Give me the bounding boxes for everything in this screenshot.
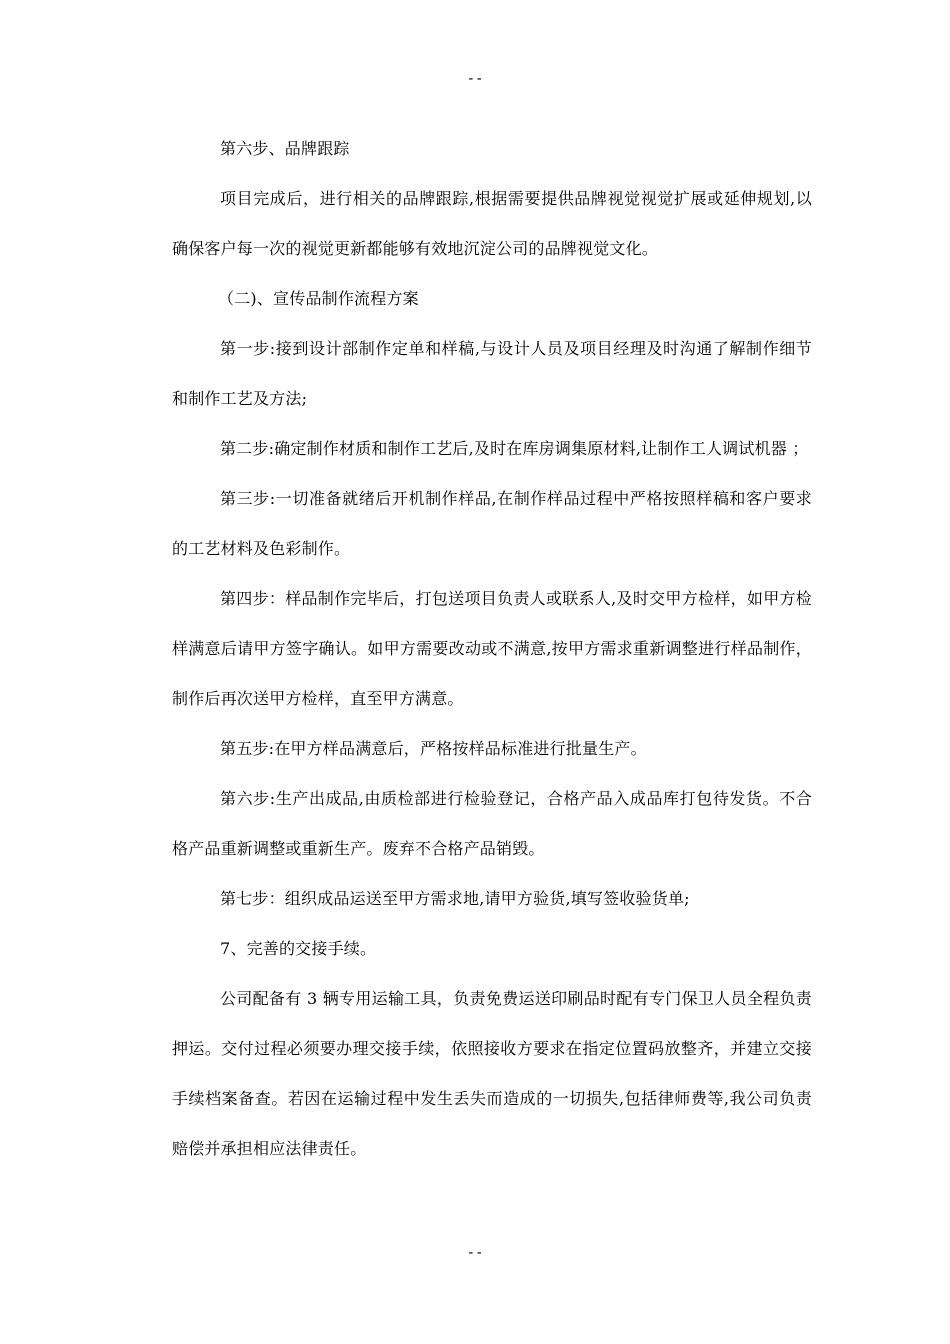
section-two-heading: （二)、宣传品制作流程方案 <box>218 289 419 308</box>
step-five-paragraph: 第五步:在甲方样品满意后，严格按样品标准进行批量生产。 <box>220 739 647 758</box>
step-six-brand-tracking-heading: 第六步、品牌跟踪 <box>220 139 350 158</box>
step-one-paragraph: 第一步:接到设计部制作定单和样稿,与设计人员及项目经理及时沟通了解制作细节和制作工艺及方法; <box>172 339 812 408</box>
handover-paragraph: 公司配备有 3 辆专用运输工具，负责免费运送印刷品时配有专门保卫人员全程负责押运。交付过程必须要办理交接手续，依照接收方要求在指定位置码放整齐，并建立交接手续档案备查。若因在运输过程中发生丢失而造成的一切损失,包括律师费等,我公司负责赔偿并承担相应法律责任。 <box>172 989 812 1158</box>
step-four-paragraph: 第四步：样品制作完毕后，打包送项目负责人或联系人,及时交甲方检样，如甲方检样满意后请甲方签字确认。如甲方需要改动或不满意,按甲方需求重新调整进行样品制作，制作后再次送甲方检样，直至甲方满意。 <box>172 589 812 708</box>
step-two-paragraph: 第二步:确定制作材质和制作工艺后,及时在库房调集原材料,让制作工人调试机器 ； <box>220 439 809 458</box>
step-seven-paragraph: 第七步：组织成品运送至甲方需求地,请甲方验货,填写签收验货单; <box>220 889 690 908</box>
footer-page-mark: -- <box>466 1245 484 1261</box>
brand-tracking-paragraph: 项目完成后，进行相关的品牌跟踪,根据需要提供品牌视觉视觉扩展或延伸规划,以确保客户每一次的视觉更新都能够有效地沉淀公司的品牌视觉文化。 <box>172 189 812 258</box>
step-six-paragraph: 第六步:生产出成品,由质检部进行检验登记，合格产品入成品库打包待发货。不合格产品重新调整或重新生产。废弃不合格产品销毁。 <box>172 789 812 858</box>
header-page-mark: -- <box>466 71 484 87</box>
document-body <box>172 124 812 1174</box>
step-three-paragraph: 第三步:一切准备就绪后开机制作样品,在制作样品过程中严格按照样稿和客户要求的工艺材料及色彩制作。 <box>172 489 812 558</box>
handover-heading: 7、完善的交接手续。 <box>220 939 377 958</box>
